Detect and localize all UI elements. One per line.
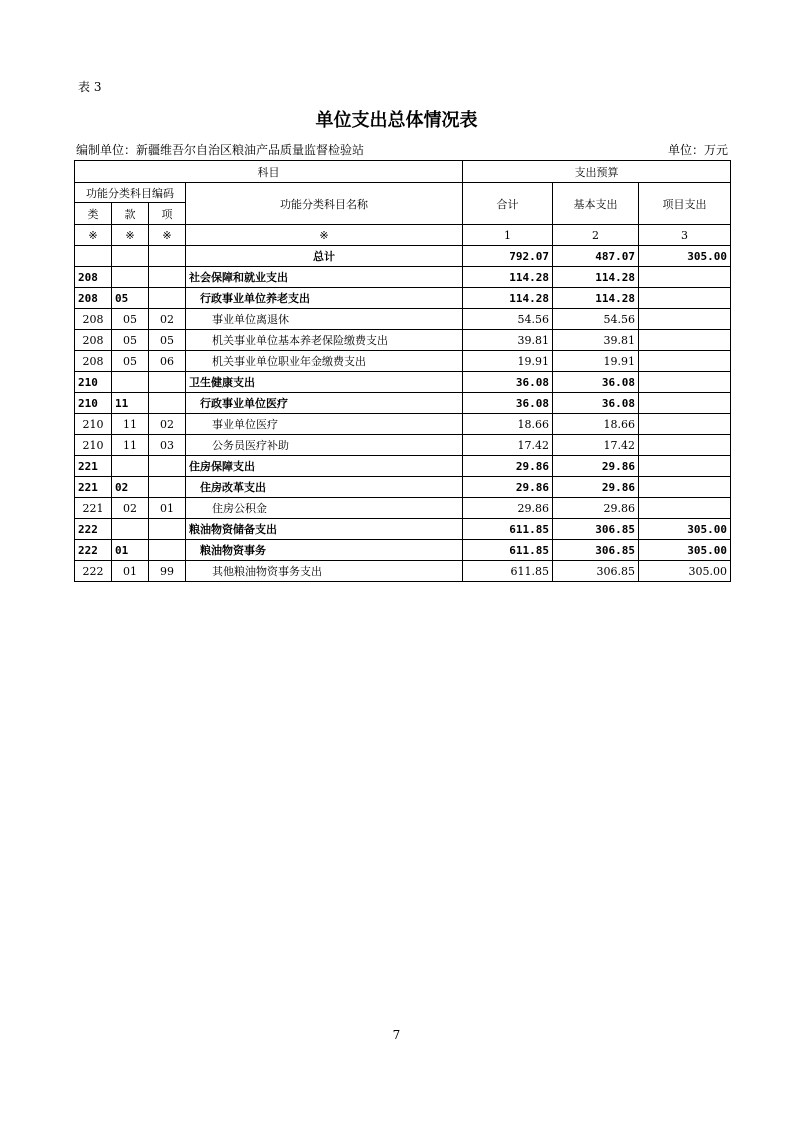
- cell-xiang: 03: [149, 435, 186, 456]
- table-row: [75, 309, 731, 330]
- cell-basic: 29.86: [553, 498, 639, 519]
- cell-lei: 208: [75, 330, 112, 351]
- table-row: [75, 498, 731, 519]
- cell-project: [639, 309, 731, 330]
- cell-kuan: 11: [112, 435, 149, 456]
- table-label: 表 3: [78, 80, 102, 94]
- cell-kuan: 05: [112, 309, 149, 330]
- cell-project: 305.00: [639, 540, 731, 561]
- cell-name: 粮油物资储备支出: [186, 519, 463, 540]
- header-lei: 类: [75, 203, 112, 225]
- cell-lei: 210: [75, 372, 112, 393]
- cell-basic: 306.85: [553, 561, 639, 582]
- cell-project: [639, 267, 731, 288]
- table-row: [75, 372, 731, 393]
- mark-lei: ※: [75, 225, 112, 246]
- cell-name: 行政事业单位医疗: [186, 393, 463, 414]
- cell-total: 29.86: [463, 456, 553, 477]
- cell-kuan: 01: [112, 561, 149, 582]
- header-project: 项目支出: [639, 183, 731, 225]
- cell-total: 29.86: [463, 477, 553, 498]
- cell-basic: 29.86: [553, 456, 639, 477]
- cell-project: [639, 414, 731, 435]
- cell-name: 机关事业单位职业年金缴费支出: [186, 351, 463, 372]
- cell-total: 114.28: [463, 267, 553, 288]
- cell-project: 305.00: [639, 519, 731, 540]
- header-row-1: [75, 161, 731, 183]
- header-name: 功能分类科目名称: [186, 183, 463, 225]
- cell-lei: 208: [75, 309, 112, 330]
- page-number: 7: [392, 1028, 401, 1042]
- cell-name: 事业单位离退休: [186, 309, 463, 330]
- cell-basic: 18.66: [553, 414, 639, 435]
- cell-xiang: [149, 456, 186, 477]
- cell-xiang: 06: [149, 351, 186, 372]
- cell-project: [639, 351, 731, 372]
- cell-basic: 114.28: [553, 267, 639, 288]
- header-kuan: 款: [112, 203, 149, 225]
- table-row: [75, 561, 731, 582]
- cell-xiang: [149, 267, 186, 288]
- cell-project: 305.00: [639, 561, 731, 582]
- header-subject: 科目: [75, 161, 463, 183]
- header-xiang: 项: [149, 203, 186, 225]
- cell-project: [639, 330, 731, 351]
- cell-lei: 222: [75, 540, 112, 561]
- cell-xiang: 02: [149, 414, 186, 435]
- table-row: [75, 519, 731, 540]
- cell-total: 114.28: [463, 288, 553, 309]
- cell-lei: 221: [75, 498, 112, 519]
- cell-lei: 221: [75, 477, 112, 498]
- cell-project: [639, 456, 731, 477]
- expenditure-table: [74, 160, 731, 582]
- cell-lei: 222: [75, 561, 112, 582]
- cell-xiang: [149, 372, 186, 393]
- table-row: [75, 414, 731, 435]
- cell-xiang: 99: [149, 561, 186, 582]
- header-basic: 基本支出: [553, 183, 639, 225]
- cell-lei: 208: [75, 267, 112, 288]
- total-row: [75, 246, 731, 267]
- total-label: 总计: [186, 246, 463, 267]
- header-budget: 支出预算: [463, 161, 731, 183]
- cell-xiang: [149, 540, 186, 561]
- cell-basic: 36.08: [553, 393, 639, 414]
- org-label: 编制单位：新疆维吾尔自治区粮油产品质量监督检验站: [76, 143, 365, 157]
- cell-name: 粮油物资事务: [186, 540, 463, 561]
- cell-basic: 36.08: [553, 372, 639, 393]
- total-project: 305.00: [639, 246, 731, 267]
- header-row-2: [75, 183, 731, 203]
- table-row: [75, 477, 731, 498]
- col-index-1: 1: [463, 225, 553, 246]
- cell-name: 住房保障支出: [186, 456, 463, 477]
- table-row: [75, 435, 731, 456]
- cell-kuan: 11: [112, 393, 149, 414]
- cell-lei: 221: [75, 456, 112, 477]
- cell-kuan: 05: [112, 351, 149, 372]
- header-code-group: 功能分类科目编码: [75, 183, 186, 203]
- cell-lei: 210: [75, 435, 112, 456]
- cell-kuan: 11: [112, 414, 149, 435]
- cell-lei: 222: [75, 519, 112, 540]
- cell-name: 其他粮油物资事务支出: [186, 561, 463, 582]
- mark-kuan: ※: [112, 225, 149, 246]
- cell-name: 机关事业单位基本养老保险缴费支出: [186, 330, 463, 351]
- cell-total: 54.56: [463, 309, 553, 330]
- cell-total: 19.91: [463, 351, 553, 372]
- cell-kuan: 02: [112, 477, 149, 498]
- cell-kuan: [112, 372, 149, 393]
- cell-kuan: 01: [112, 540, 149, 561]
- cell-lei: 208: [75, 288, 112, 309]
- cell-kuan: [112, 267, 149, 288]
- cell-name: 公务员医疗补助: [186, 435, 463, 456]
- cell-lei: 210: [75, 393, 112, 414]
- cell-project: [639, 372, 731, 393]
- cell-basic: 39.81: [553, 330, 639, 351]
- cell-basic: 114.28: [553, 288, 639, 309]
- cell-basic: 17.42: [553, 435, 639, 456]
- col-index-2: 2: [553, 225, 639, 246]
- header-total: 合计: [463, 183, 553, 225]
- cell-xiang: [149, 477, 186, 498]
- table-row: [75, 540, 731, 561]
- cell-total: 18.66: [463, 414, 553, 435]
- cell-total: 36.08: [463, 393, 553, 414]
- table-row: [75, 267, 731, 288]
- cell-project: [639, 498, 731, 519]
- header-row-4: [75, 225, 731, 246]
- cell-total: 29.86: [463, 498, 553, 519]
- mark-xiang: ※: [149, 225, 186, 246]
- cell-basic: 19.91: [553, 351, 639, 372]
- cell-total: 39.81: [463, 330, 553, 351]
- table-row: [75, 351, 731, 372]
- cell-total: 611.85: [463, 561, 553, 582]
- cell-name: 行政事业单位养老支出: [186, 288, 463, 309]
- cell-total: 36.08: [463, 372, 553, 393]
- cell-xiang: 01: [149, 498, 186, 519]
- cell-xiang: [149, 393, 186, 414]
- cell-kuan: 02: [112, 498, 149, 519]
- cell-project: [639, 393, 731, 414]
- cell-name: 住房公积金: [186, 498, 463, 519]
- cell-kuan: 05: [112, 330, 149, 351]
- total-basic: 487.07: [553, 246, 639, 267]
- cell-name: 住房改革支出: [186, 477, 463, 498]
- cell-total: 611.85: [463, 519, 553, 540]
- cell-basic: 54.56: [553, 309, 639, 330]
- col-index-3: 3: [639, 225, 731, 246]
- cell-xiang: [149, 519, 186, 540]
- cell-total: 17.42: [463, 435, 553, 456]
- page-title: 单位支出总体情况表: [315, 110, 478, 131]
- cell-project: [639, 435, 731, 456]
- table-row: [75, 456, 731, 477]
- total-sum: 792.07: [463, 246, 553, 267]
- cell-kuan: [112, 456, 149, 477]
- table-row: [75, 330, 731, 351]
- cell-basic: 306.85: [553, 519, 639, 540]
- cell-name: 卫生健康支出: [186, 372, 463, 393]
- cell-kuan: 05: [112, 288, 149, 309]
- cell-basic: 306.85: [553, 540, 639, 561]
- cell-basic: 29.86: [553, 477, 639, 498]
- meta-line: [76, 141, 728, 158]
- cell-lei: 208: [75, 351, 112, 372]
- cell-project: [639, 288, 731, 309]
- table-row: [75, 393, 731, 414]
- cell-name: 事业单位医疗: [186, 414, 463, 435]
- cell-lei: 210: [75, 414, 112, 435]
- cell-total: 611.85: [463, 540, 553, 561]
- unit-label: 单位：万元: [667, 143, 728, 157]
- cell-xiang: 02: [149, 309, 186, 330]
- cell-project: [639, 477, 731, 498]
- mark-name: ※: [186, 225, 463, 246]
- cell-kuan: [112, 519, 149, 540]
- table-row: [75, 288, 731, 309]
- cell-xiang: [149, 288, 186, 309]
- cell-xiang: 05: [149, 330, 186, 351]
- cell-name: 社会保障和就业支出: [186, 267, 463, 288]
